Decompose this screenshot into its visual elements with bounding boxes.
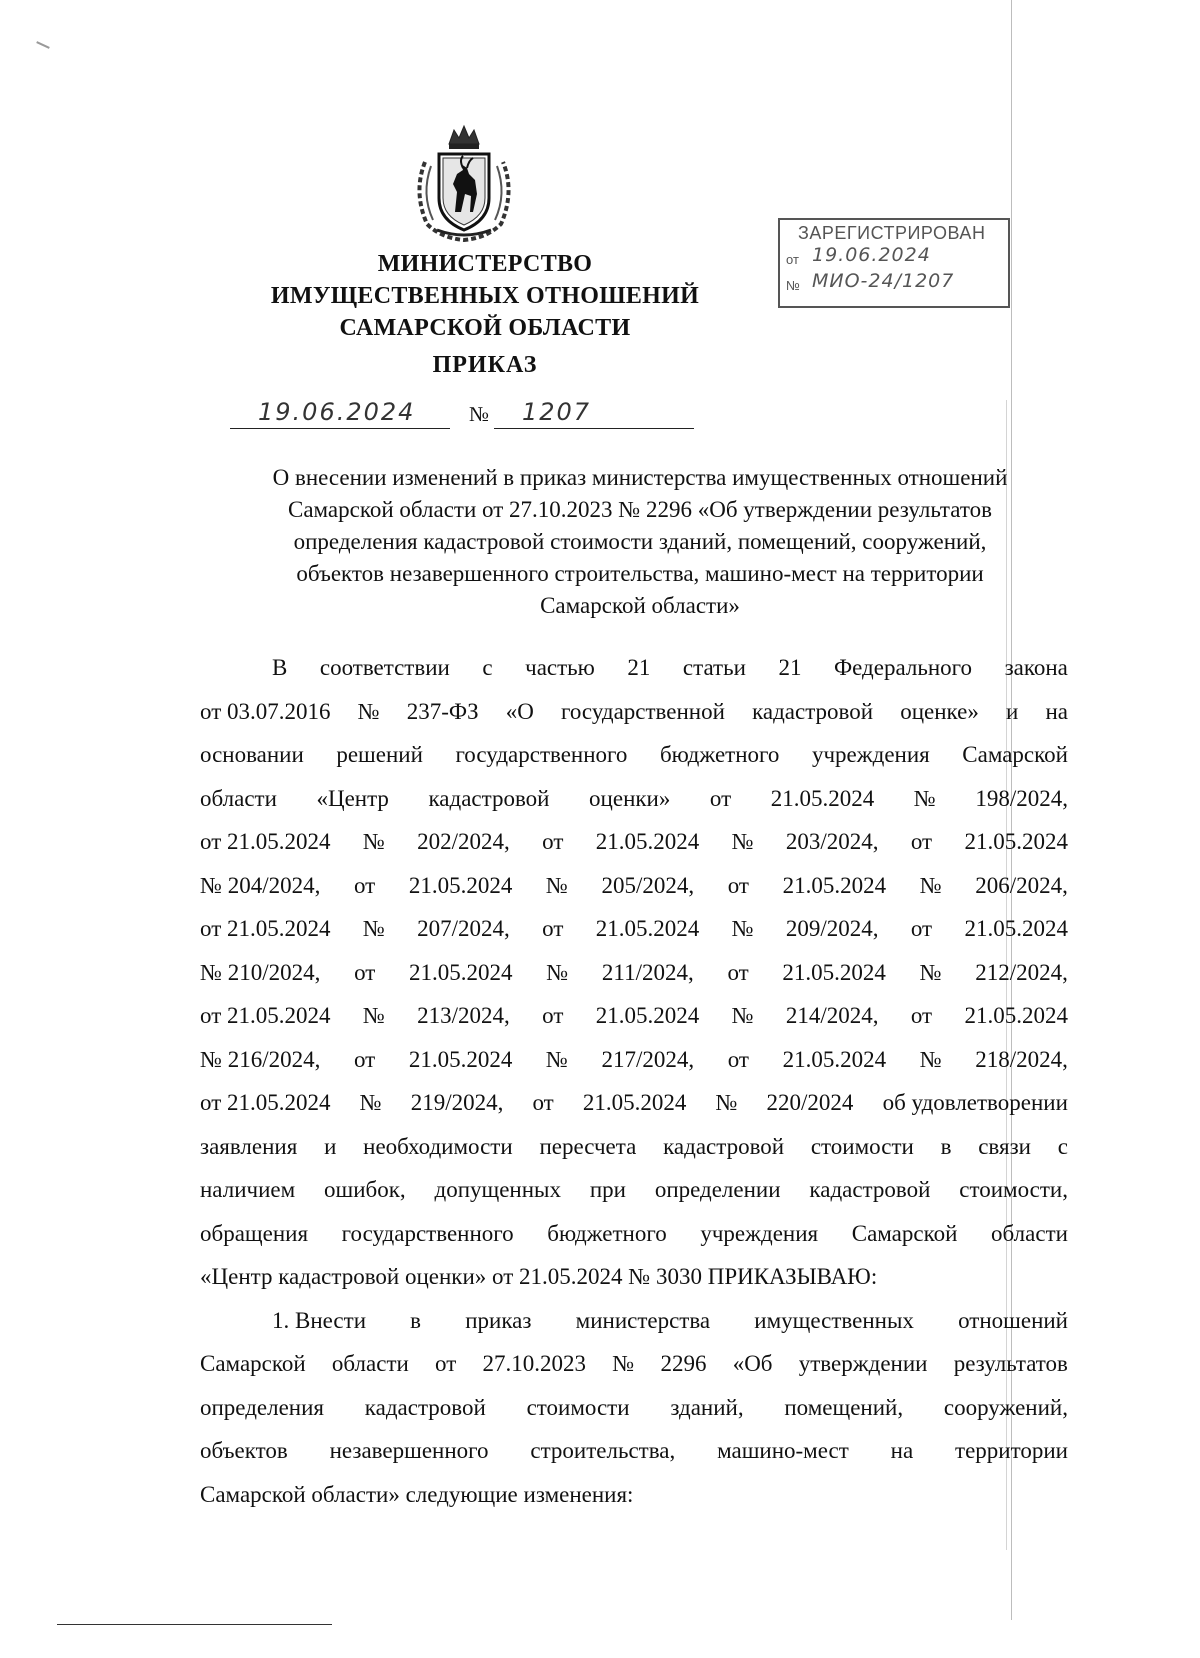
- stamp-number-label: №: [786, 278, 800, 293]
- body-word: №: [731, 829, 754, 854]
- ministry-name: [200, 248, 770, 344]
- body-word: 21.05.2024: [408, 872, 513, 898]
- body-line: [200, 690, 1068, 734]
- body-word: №: [545, 872, 568, 898]
- body-word: 21.05.2024: [964, 916, 1068, 941]
- order-subject: [200, 462, 1080, 622]
- body-word: 21.05.2024: [582, 1090, 687, 1115]
- body-word: стоимости,: [959, 1177, 1068, 1202]
- body-word: 21.05.2024: [782, 959, 886, 985]
- body-word: 218/2024,: [975, 1046, 1068, 1072]
- body-word: «Об: [732, 1351, 773, 1376]
- body-word: машино-мест: [717, 1438, 849, 1463]
- body-line: [200, 994, 1068, 1038]
- body-line: [200, 1299, 1068, 1343]
- body-line: [200, 1429, 1068, 1473]
- body-word: 220/2024: [766, 1090, 854, 1115]
- body-word: решений: [336, 742, 423, 767]
- body-line: [200, 1386, 1068, 1430]
- body-word: 21.05.2024: [595, 829, 700, 854]
- body-word: 21: [627, 655, 651, 680]
- body-word: 237-ФЗ: [406, 698, 479, 724]
- body-word: с: [482, 655, 493, 680]
- body-word: №: [919, 1046, 942, 1072]
- order-body: [200, 646, 1068, 1516]
- body-word: определения: [200, 1394, 325, 1420]
- body-word: стоимости: [810, 1133, 914, 1159]
- order-number-field: [494, 398, 694, 429]
- body-word: бюджетного: [547, 1220, 667, 1246]
- body-word: кадастровой: [428, 785, 550, 811]
- body-word: №: [362, 829, 385, 854]
- body-word: от: [910, 916, 933, 941]
- order-date-handwritten: 19.06.2024: [258, 398, 416, 426]
- body-word: от 21.05.2024: [200, 1090, 331, 1115]
- ministry-name-line: ИМУЩЕСТВЕННЫХ ОТНОШЕНИЙ: [270, 283, 700, 309]
- body-word: №: [731, 916, 754, 941]
- body-word: области: [200, 785, 277, 811]
- body-word: об удовлетворении: [882, 1090, 1068, 1115]
- body-word: обращения: [200, 1220, 309, 1246]
- coat-of-arms-icon: [407, 122, 521, 242]
- body-word: и: [324, 1133, 337, 1159]
- body-word: закона: [1004, 655, 1068, 680]
- body-word: кадастровой: [809, 1177, 931, 1202]
- body-word: связи: [978, 1133, 1031, 1159]
- body-line: [200, 777, 1068, 821]
- body-word: от 03.07.2016: [200, 698, 331, 724]
- body-word: 205/2024,: [601, 872, 695, 898]
- body-word: от: [353, 872, 376, 898]
- body-word: основании: [200, 742, 304, 767]
- stamp-title: ЗАРЕГИСТРИРОВАН: [798, 223, 986, 243]
- registration-stamp: [778, 218, 1010, 308]
- body-word: 207/2024,: [417, 916, 510, 941]
- stamp-date-label: от: [786, 252, 799, 267]
- body-word: от 21.05.2024: [200, 1003, 331, 1028]
- body-word: от: [435, 1351, 457, 1376]
- body-word: сооружений,: [943, 1394, 1068, 1420]
- body-word: оценки»: [589, 785, 671, 811]
- body-line: [200, 1081, 1068, 1125]
- body-word: от 21.05.2024: [200, 916, 331, 941]
- body-line: [200, 820, 1068, 864]
- body-word: от: [354, 959, 376, 985]
- body-word: № 204/2024,: [200, 872, 321, 898]
- stamp-number-value: МИО-24/1207: [812, 270, 955, 292]
- body-word: от: [542, 829, 564, 854]
- body-word: от: [727, 1046, 749, 1072]
- body-word: от: [727, 872, 749, 898]
- body-word: №: [731, 1003, 754, 1028]
- subject-line: О внесении изменений в приказ министерства имущественных отношений: [272, 465, 1008, 490]
- body-word: государственного: [455, 742, 628, 767]
- body-word: от: [910, 1003, 933, 1028]
- body-word: частью: [525, 655, 595, 680]
- body-word: при: [589, 1177, 626, 1202]
- body-word: от: [542, 1003, 564, 1028]
- body-word: незавершенного: [329, 1438, 489, 1463]
- order-date-field: [230, 398, 450, 429]
- body-line: [200, 951, 1068, 995]
- body-word: от: [910, 829, 933, 854]
- body-word: от: [532, 1090, 554, 1115]
- order-number-handwritten: 1207: [522, 398, 592, 426]
- body-word: 217/2024,: [601, 1046, 695, 1072]
- ministry-name-line: САМАРСКОЙ ОБЛАСТИ: [339, 315, 631, 341]
- body-word: № 216/2024,: [200, 1046, 321, 1072]
- body-word: 21.05.2024: [770, 785, 875, 811]
- body-word: 21.05.2024: [595, 1003, 700, 1028]
- body-word: стоимости: [526, 1394, 630, 1420]
- body-word: соответствии: [319, 655, 450, 680]
- body-word: «О: [505, 698, 534, 724]
- body-word: Самарской: [200, 1351, 306, 1376]
- body-word: Самарской: [962, 742, 1068, 767]
- body-word: области: [991, 1220, 1068, 1246]
- body-word: 211/2024,: [601, 959, 694, 985]
- body-line: [200, 1125, 1068, 1169]
- body-word: бюджетного: [659, 742, 780, 767]
- body-word: 21.05.2024: [595, 916, 700, 941]
- body-line: [200, 1473, 1068, 1517]
- body-word: на: [1045, 698, 1068, 724]
- body-line: [200, 1212, 1068, 1256]
- body-word: учреждения: [700, 1220, 819, 1246]
- body-word: имущественных: [754, 1307, 914, 1333]
- body-word: № 210/2024,: [200, 959, 321, 985]
- body-line: [200, 733, 1068, 777]
- body-word: приказ: [465, 1307, 532, 1333]
- body-word: №: [715, 1090, 738, 1115]
- body-line: [200, 907, 1068, 951]
- body-word: ошибок,: [324, 1177, 406, 1202]
- body-word: кадастровой: [663, 1133, 785, 1159]
- body-word: Самарской области» следующие изменения:: [200, 1481, 634, 1507]
- body-word: государственной: [561, 698, 725, 724]
- ministry-name-line: МИНИСТЕРСТВО: [377, 251, 593, 277]
- body-word: №: [357, 698, 380, 724]
- subject-line: Самарской области от 27.10.2023 № 2296 «Об утверждении результатов: [287, 497, 992, 522]
- body-word: №: [362, 1003, 385, 1028]
- body-line: [200, 864, 1068, 908]
- stamp-number-row: [786, 270, 955, 293]
- body-word: №: [919, 872, 942, 898]
- body-word: 206/2024,: [975, 872, 1068, 898]
- body-word: результатов: [953, 1351, 1068, 1376]
- body-word: от: [353, 1046, 376, 1072]
- body-word: заявления: [200, 1133, 298, 1159]
- body-word: №: [362, 916, 385, 941]
- body-line: [200, 1038, 1068, 1082]
- body-word: 21.05.2024: [782, 872, 887, 898]
- body-word: кадастровой: [752, 698, 874, 724]
- body-line: [200, 1255, 1068, 1299]
- body-word: государственного: [341, 1220, 514, 1246]
- body-word: оценке»: [900, 698, 979, 724]
- body-word: допущенных: [434, 1177, 561, 1202]
- body-word: В: [272, 655, 288, 680]
- body-word: министерства: [575, 1307, 711, 1333]
- body-word: Федерального: [833, 655, 973, 680]
- stamp-date-value: 19.06.2024: [812, 244, 931, 266]
- body-word: статьи: [682, 655, 746, 680]
- body-word: 27.10.2023: [482, 1351, 587, 1376]
- body-word: в: [940, 1133, 952, 1159]
- body-word: «Центр кадастровой оценки» от 21.05.2024 № 3030 ПРИКАЗЫВАЮ:: [200, 1264, 878, 1289]
- body-line: [200, 1342, 1068, 1386]
- body-word: 219/2024,: [410, 1090, 504, 1115]
- body-word: №: [359, 1090, 382, 1115]
- body-word: пересчета: [539, 1133, 637, 1159]
- footnote-separator: [57, 1624, 332, 1625]
- body-word: 21.05.2024: [408, 1046, 513, 1072]
- body-word: от: [542, 916, 564, 941]
- body-word: 21.05.2024: [782, 1046, 887, 1072]
- body-word: от: [727, 959, 749, 985]
- subject-line: объектов незавершенного строительства, машино-мест на территории: [296, 561, 984, 586]
- body-word: строительства,: [530, 1438, 676, 1463]
- body-word: №: [913, 785, 936, 811]
- body-word: 21: [778, 655, 802, 680]
- body-word: 209/2024,: [785, 916, 879, 941]
- body-word: объектов: [200, 1438, 288, 1463]
- body-word: области: [331, 1351, 409, 1376]
- stamp-date-row: [786, 244, 931, 267]
- body-word: 2296: [660, 1351, 707, 1376]
- body-word: на: [890, 1438, 914, 1463]
- body-word: наличием: [200, 1177, 296, 1202]
- body-line: [200, 646, 1068, 690]
- body-word: №: [546, 959, 569, 985]
- body-word: 21.05.2024: [409, 959, 513, 985]
- body-word: 212/2024,: [975, 959, 1068, 985]
- body-word: отношений: [958, 1307, 1068, 1333]
- body-word: в: [410, 1307, 422, 1333]
- body-word: №: [612, 1351, 635, 1376]
- body-word: помещений,: [784, 1394, 904, 1420]
- document-type: ПРИКАЗ: [432, 352, 538, 378]
- body-word: №: [545, 1046, 568, 1072]
- body-word: 21.05.2024: [964, 829, 1068, 854]
- body-word: от 21.05.2024: [200, 829, 331, 854]
- body-word: 198/2024,: [975, 785, 1068, 811]
- body-word: 213/2024,: [417, 1003, 510, 1028]
- body-word: Самарской: [851, 1220, 958, 1246]
- body-word: утверждении: [798, 1351, 928, 1376]
- body-word: «Центр: [316, 785, 389, 811]
- body-word: 203/2024,: [785, 829, 879, 854]
- body-word: территории: [955, 1438, 1068, 1463]
- body-word: 1. Внести: [272, 1307, 366, 1333]
- body-word: учреждения: [811, 742, 930, 767]
- body-word: №: [919, 959, 942, 985]
- body-word: зданий,: [670, 1394, 744, 1420]
- subject-line: Самарской области»: [540, 593, 740, 618]
- body-word: 214/2024,: [785, 1003, 879, 1028]
- body-word: от: [709, 785, 732, 811]
- scan-artifact: [36, 41, 50, 49]
- body-word: необходимости: [363, 1133, 513, 1159]
- body-word: кадастровой: [364, 1394, 486, 1420]
- body-word: определении: [654, 1177, 781, 1202]
- body-word: 21.05.2024: [964, 1003, 1068, 1028]
- body-word: 202/2024,: [417, 829, 510, 854]
- body-line: [200, 1168, 1068, 1212]
- subject-line: определения кадастровой стоимости зданий, помещений, сооружений,: [293, 529, 987, 554]
- body-word: с: [1057, 1133, 1068, 1159]
- body-word: и: [1005, 698, 1019, 724]
- order-number-sign: №: [469, 402, 490, 426]
